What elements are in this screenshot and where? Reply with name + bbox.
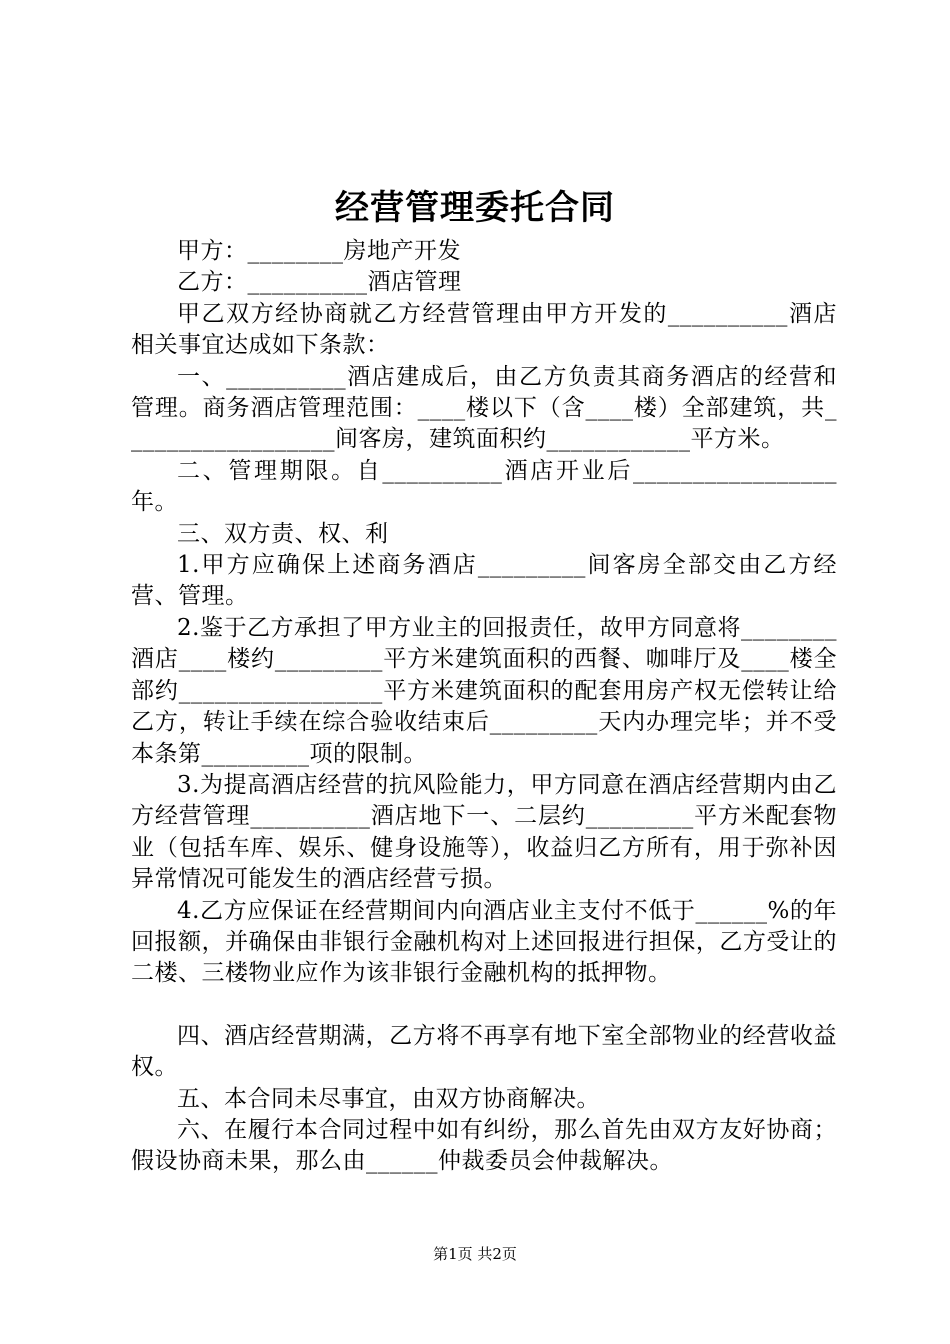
clause-3-item-3: 3.为提高酒店经营的抗风险能力，甲方同意在酒店经营期内由乙方经营管理__________酒店地下一、二层约_________平方米配套物业（包括车库、娱乐、健身设施等），收益归乙方所有，用于弥补因异常情况可能发生的酒店经营亏损。 <box>131 771 837 893</box>
page-number: 第1页 共2页 <box>433 1245 517 1263</box>
clause-1-paragraph: 一、__________酒店建成后，由乙方负责其商务酒店的经营和管理。商务酒店管理范围：____楼以下（含____楼）全部建筑，共__________________间客房，建筑面积约____________平方米。 <box>131 363 837 453</box>
contract-body <box>131 236 837 1178</box>
preamble-paragraph: 甲乙双方经协商就乙方经营管理由甲方开发的__________酒店相关事宜达成如下条款： <box>131 300 837 359</box>
clause-3-item-4: 4.乙方应保证在经营期间内向酒店业主支付不低于______%的年回报额，并确保由非银行金融机构对上述回报进行担保，乙方受让的二楼、三楼物业应作为该非银行金融机构的抵押物。 <box>131 897 837 987</box>
clause-2-paragraph: 二、管理期限。自__________酒店开业后_________________年。 <box>131 457 837 516</box>
clause-3-heading: 三、双方责、权、利 <box>177 520 389 547</box>
clause-6-paragraph: 六、在履行本合同过程中如有纠纷，那么首先由双方友好协商；假设协商未果，那么由______仲裁委员会仲裁解决。 <box>131 1116 837 1175</box>
party-b-line: 乙方：__________酒店管理 <box>177 269 462 296</box>
clause-4-paragraph: 四、酒店经营期满，乙方将不再享有地下室全部物业的经营收益权。 <box>131 1022 837 1081</box>
clause-5-paragraph: 五、本合同未尽事宜，由双方协商解决。 <box>177 1085 600 1112</box>
document-title: 经营管理委托合同 <box>335 188 615 228</box>
clause-3-item-1: 1.甲方应确保上述商务酒店_________间客房全部交由乙方经营、管理。 <box>131 552 837 610</box>
clause-3-item-2: 2.鉴于乙方承担了甲方业主的回报责任，故甲方同意将________酒店____楼约_________平方米建筑面积的西餐、咖啡厅及____楼全部约_________________平方米建筑面积的配套用房产权无偿转让给乙方，转让手续在综合验收结束后_________天内办理完毕；并不受本条第_________项的限制。 <box>131 614 837 767</box>
party-a-line: 甲方：________房地产开发 <box>177 238 461 264</box>
